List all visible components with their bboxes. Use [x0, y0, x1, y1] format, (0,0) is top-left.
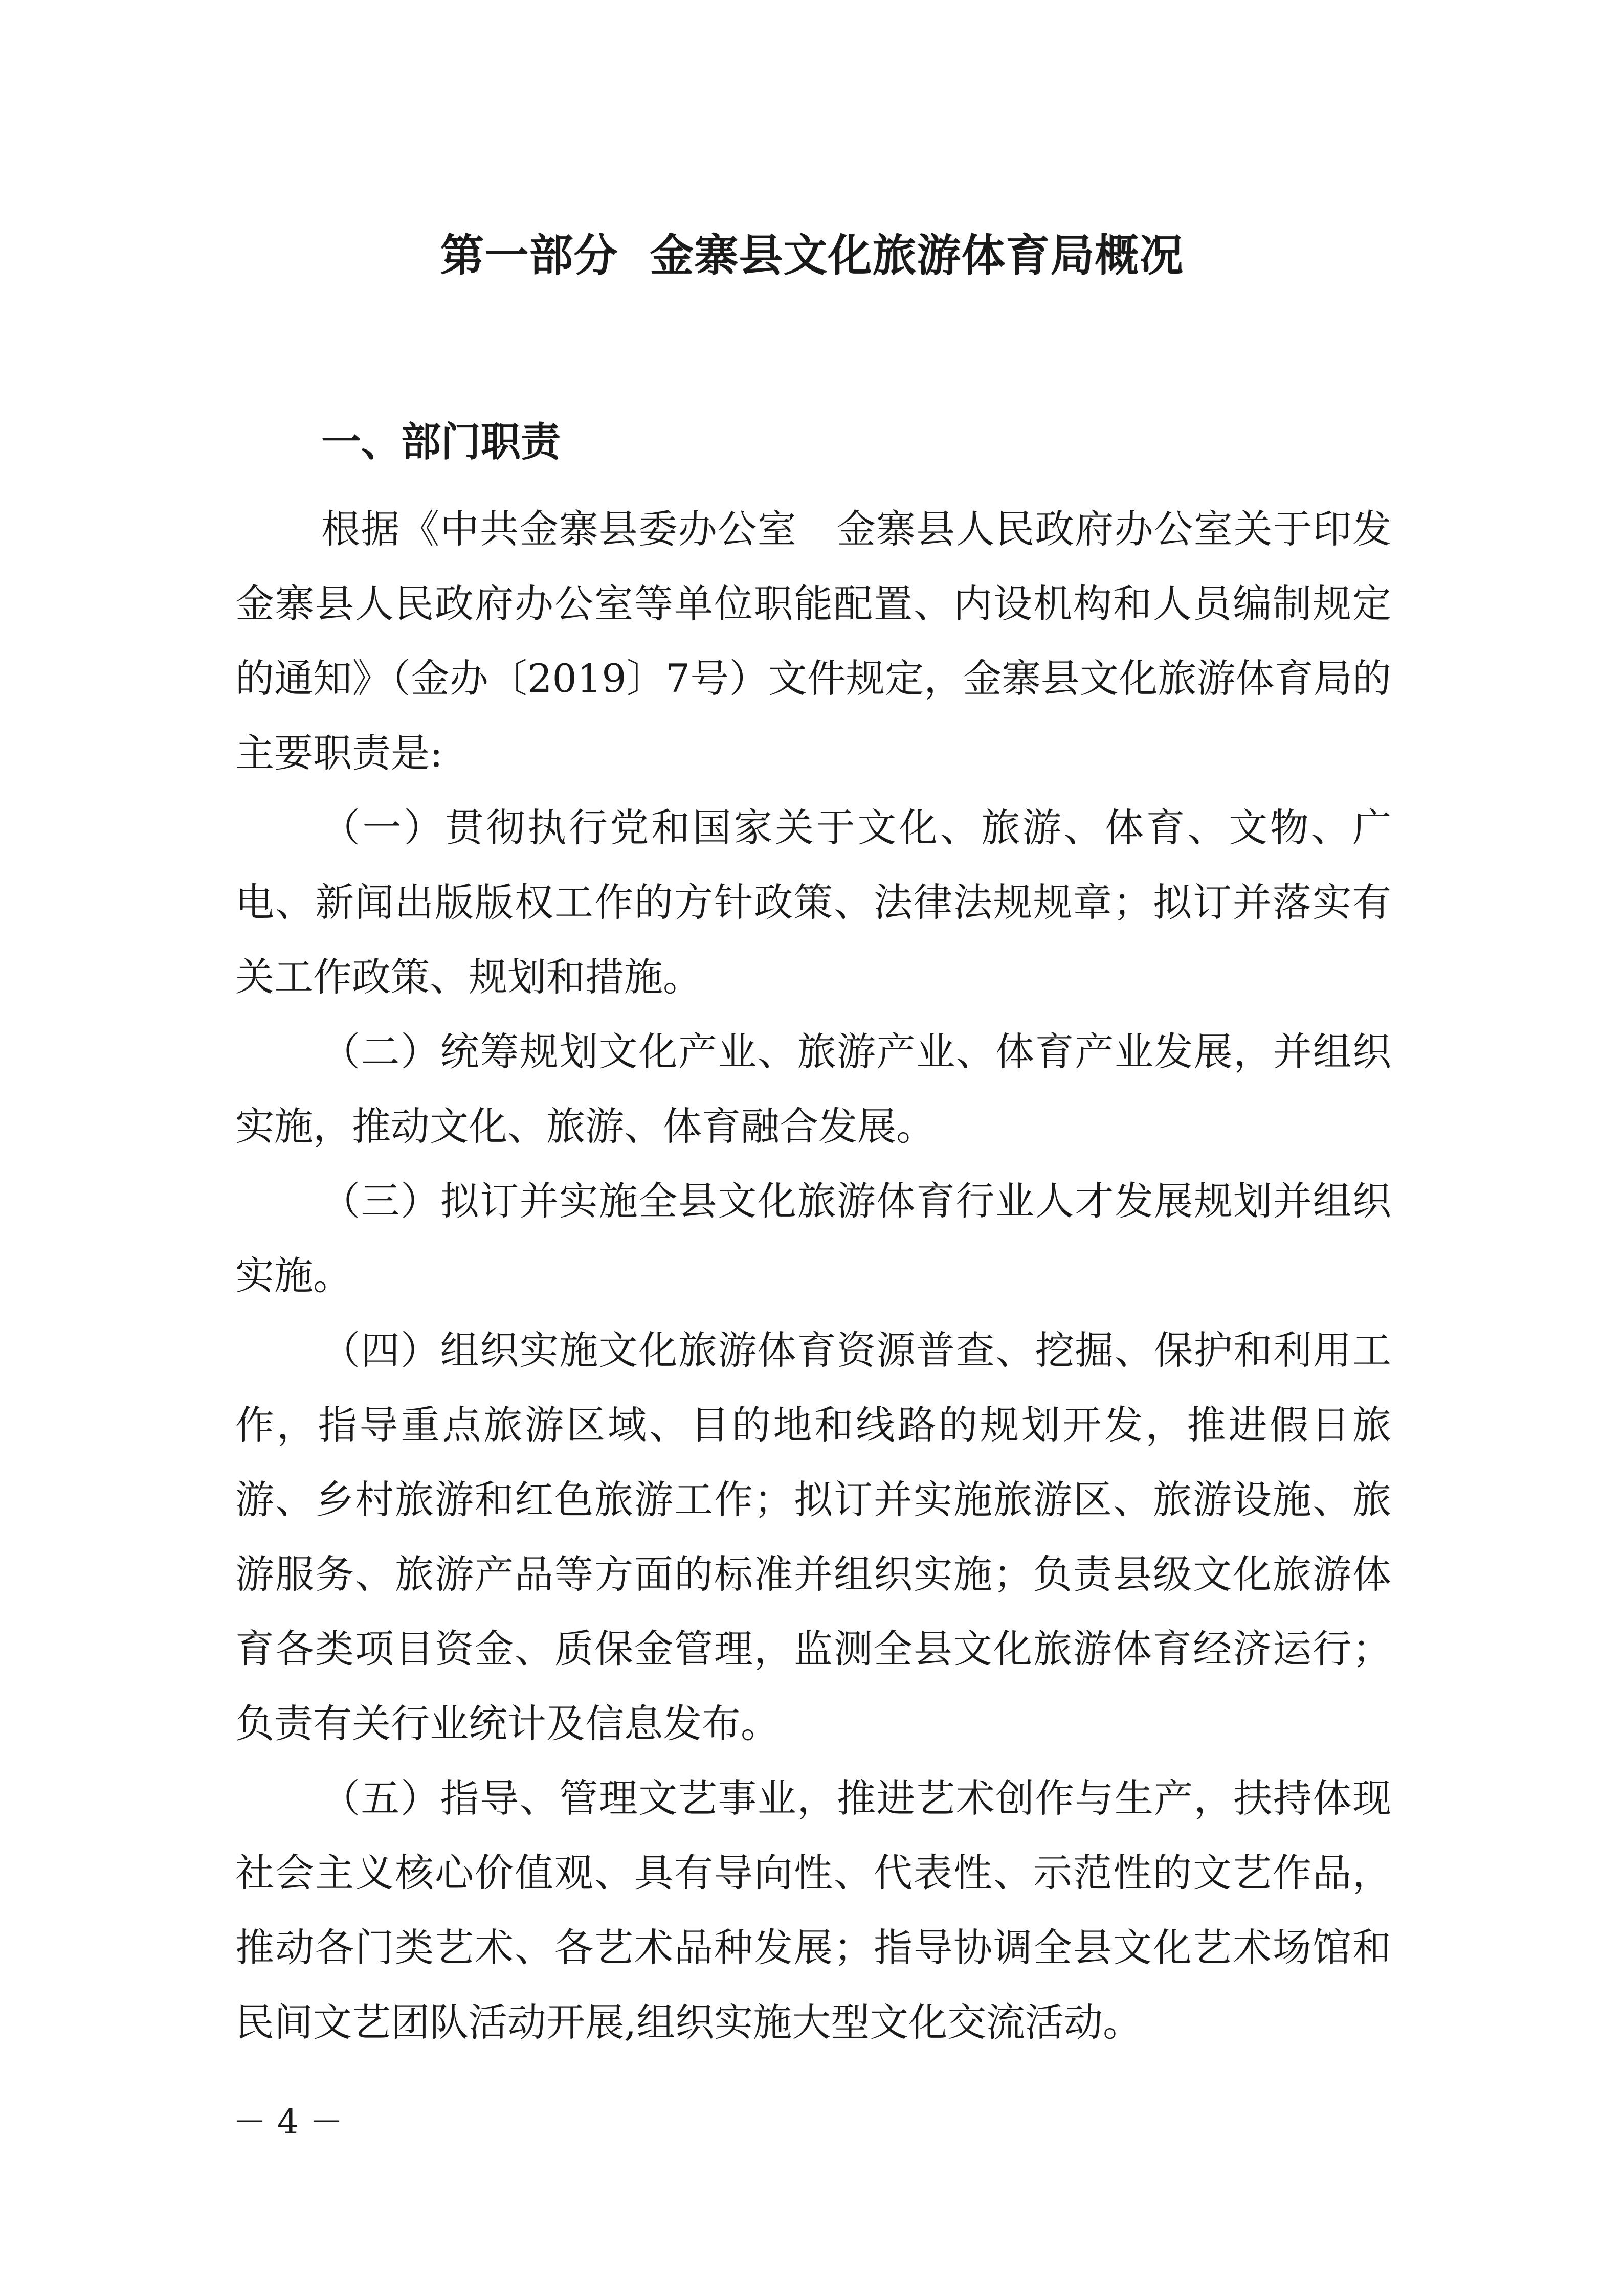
paragraph-duty-2: （二）统筹规划文化产业、旅游产业、体育产业发展，并组织实施，推动文化、旅游、体育融合发展。 [235, 1029, 1391, 1149]
page-title: 第一部分 金寨县文化旅游体育局概况 [440, 230, 1184, 281]
body-text [235, 492, 1391, 2060]
section-heading: 一、部门职责 [321, 419, 561, 465]
paragraph-intro: 根据《中共金寨县委办公室 金寨县人民政府办公室关于印发金寨县人民政府办公室等单位职能配置、内设机构和人员编制规定的通知》（金办〔2019〕7号）文件规定，金寨县文化旅游体育局的主要职责是: [235, 506, 1391, 776]
paragraph-duty-5: （五）指导、管理文艺事业，推进艺术创作与生产，扶持体现社会主义核心价值观、具有导向性、代表性、示范性的文艺作品，推动各门类艺术、各艺术品种发展；指导协调全县文化艺术场馆和民间文艺团队活动开展,组织实施大型文化交流活动。 [235, 1775, 1391, 2045]
page-number: － 4 － [233, 2102, 343, 2142]
paragraph-duty-1: （一）贯彻执行党和国家关于文化、旅游、体育、文物、广电、新闻出版版权工作的方针政策、法律法规规章；拟订并落实有关工作政策、规划和措施。 [235, 805, 1391, 1000]
paragraph-duty-4: （四）组织实施文化旅游体育资源普查、挖掘、保护和利用工作，指导重点旅游区域、目的地和线路的规划开发，推进假日旅游、乡村旅游和红色旅游工作；拟订并实施旅游区、旅游设施、旅游服务、旅游产品等方面的标准并组织实施；负责县级文化旅游体育各类项目资金、质保金管理，监测全县文化旅游体育经济运行；负责有关行业统计及信息发布。 [235, 1327, 1391, 1746]
paragraph-duty-3: （三）拟订并实施全县文化旅游体育行业人才发展规划并组织实施。 [235, 1178, 1391, 1298]
